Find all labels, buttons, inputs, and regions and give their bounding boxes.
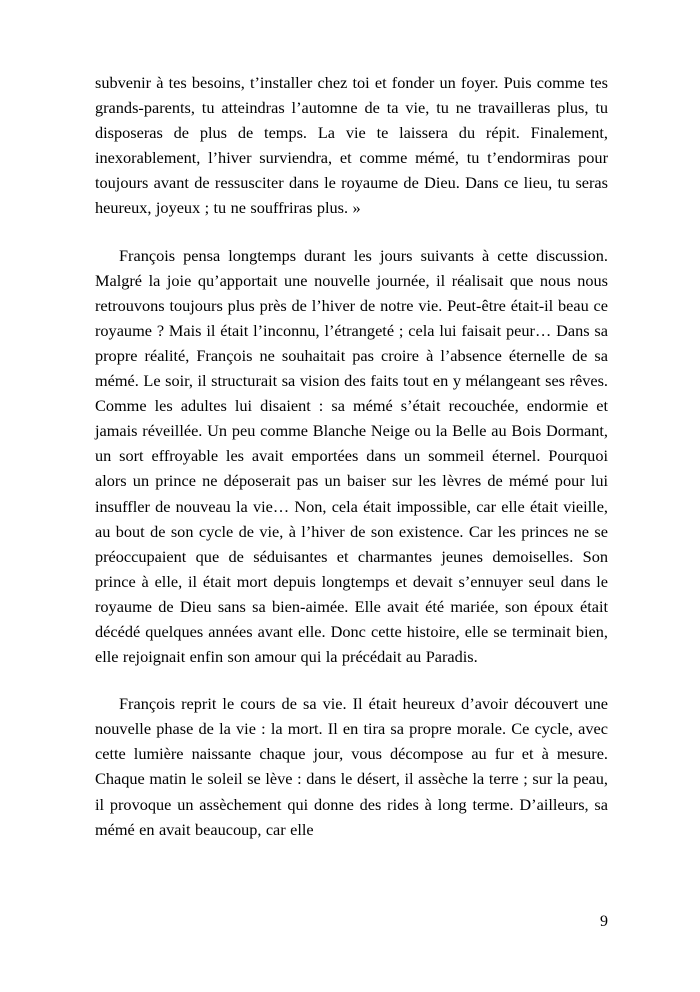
paragraph-2: François pensa longtemps durant les jours suivants à cette discussion. Malgré la joie qu’apportait une nouvelle journée, il réalisait que nous nous retrouvons toujours plus près de l’hiver de notre vie. Peut-être était-il beau ce royaume ? Mais il était l’inconnu, l’étrangeté ; cela lui faisait peur… Dans sa propre réalité, François ne souhaitait pas croire à l’absence éternelle de sa mémé. Le soir, il structurait sa vision des faits tout en y mélangeant ses rêves. Comme les adultes lui disaient : sa mémé s’était recouchée, endormie et jamais réveillée. Un peu comme Blanche Neige ou la Belle au Bois Dormant, un sort effroyable les avait emportées dans un sommeil éternel. Pourquoi alors un prince ne déposerait pas un baiser sur les lèvres de mémé pour lui insuffler de nouveau la vie… Non, cela était impossible, car elle était vieille, au bout de son cycle de vie, à l’hiver de son existence. Car les princes ne se préoccupaient que de séduisantes et charmantes jeunes demoiselles. Son prince à elle, il était mort depuis longtemps et devait s’ennuyer seul dans le royaume de Dieu sans sa bien-aimée. Elle avait été mariée, son époux était décédé quelques années avant elle. Donc cette histoire, elle se terminait bien, elle rejoignait enfin son amour qui la précédait au Paradis. xyxy=(95,245,608,667)
page-text-block xyxy=(95,70,608,842)
paragraph-1: subvenir à tes besoins, t’installer chez toi et fonder un foyer. Puis comme tes grands-parents, tu atteindras l’automne de ta vie, tu ne travailleras plus, tu disposeras de plus de temps. La vie te laissera du répit. Finalement, inexorablement, l’hiver surviendra, et comme mémé, tu t’endormiras pour toujours avant de ressusciter dans le royaume de Dieu. Dans ce lieu, tu seras heureux, joyeux ; tu ne souffriras plus. » xyxy=(95,73,608,218)
paragraph-3: François reprit le cours de sa vie. Il était heureux d’avoir découvert une nouvelle phase de la vie : la mort. Il en tira sa propre morale. Ce cycle, avec cette lumière naissante chaque jour, vous décompose au fur et à mesure. Chaque matin le soleil se lève : dans le désert, il assèche la terre ; sur la peau, il provoque un assèchement qui donne des rides à long terme. D’ailleurs, sa mémé en avait beaucoup, car elle xyxy=(95,694,608,839)
page-number: 9 xyxy=(600,913,608,930)
